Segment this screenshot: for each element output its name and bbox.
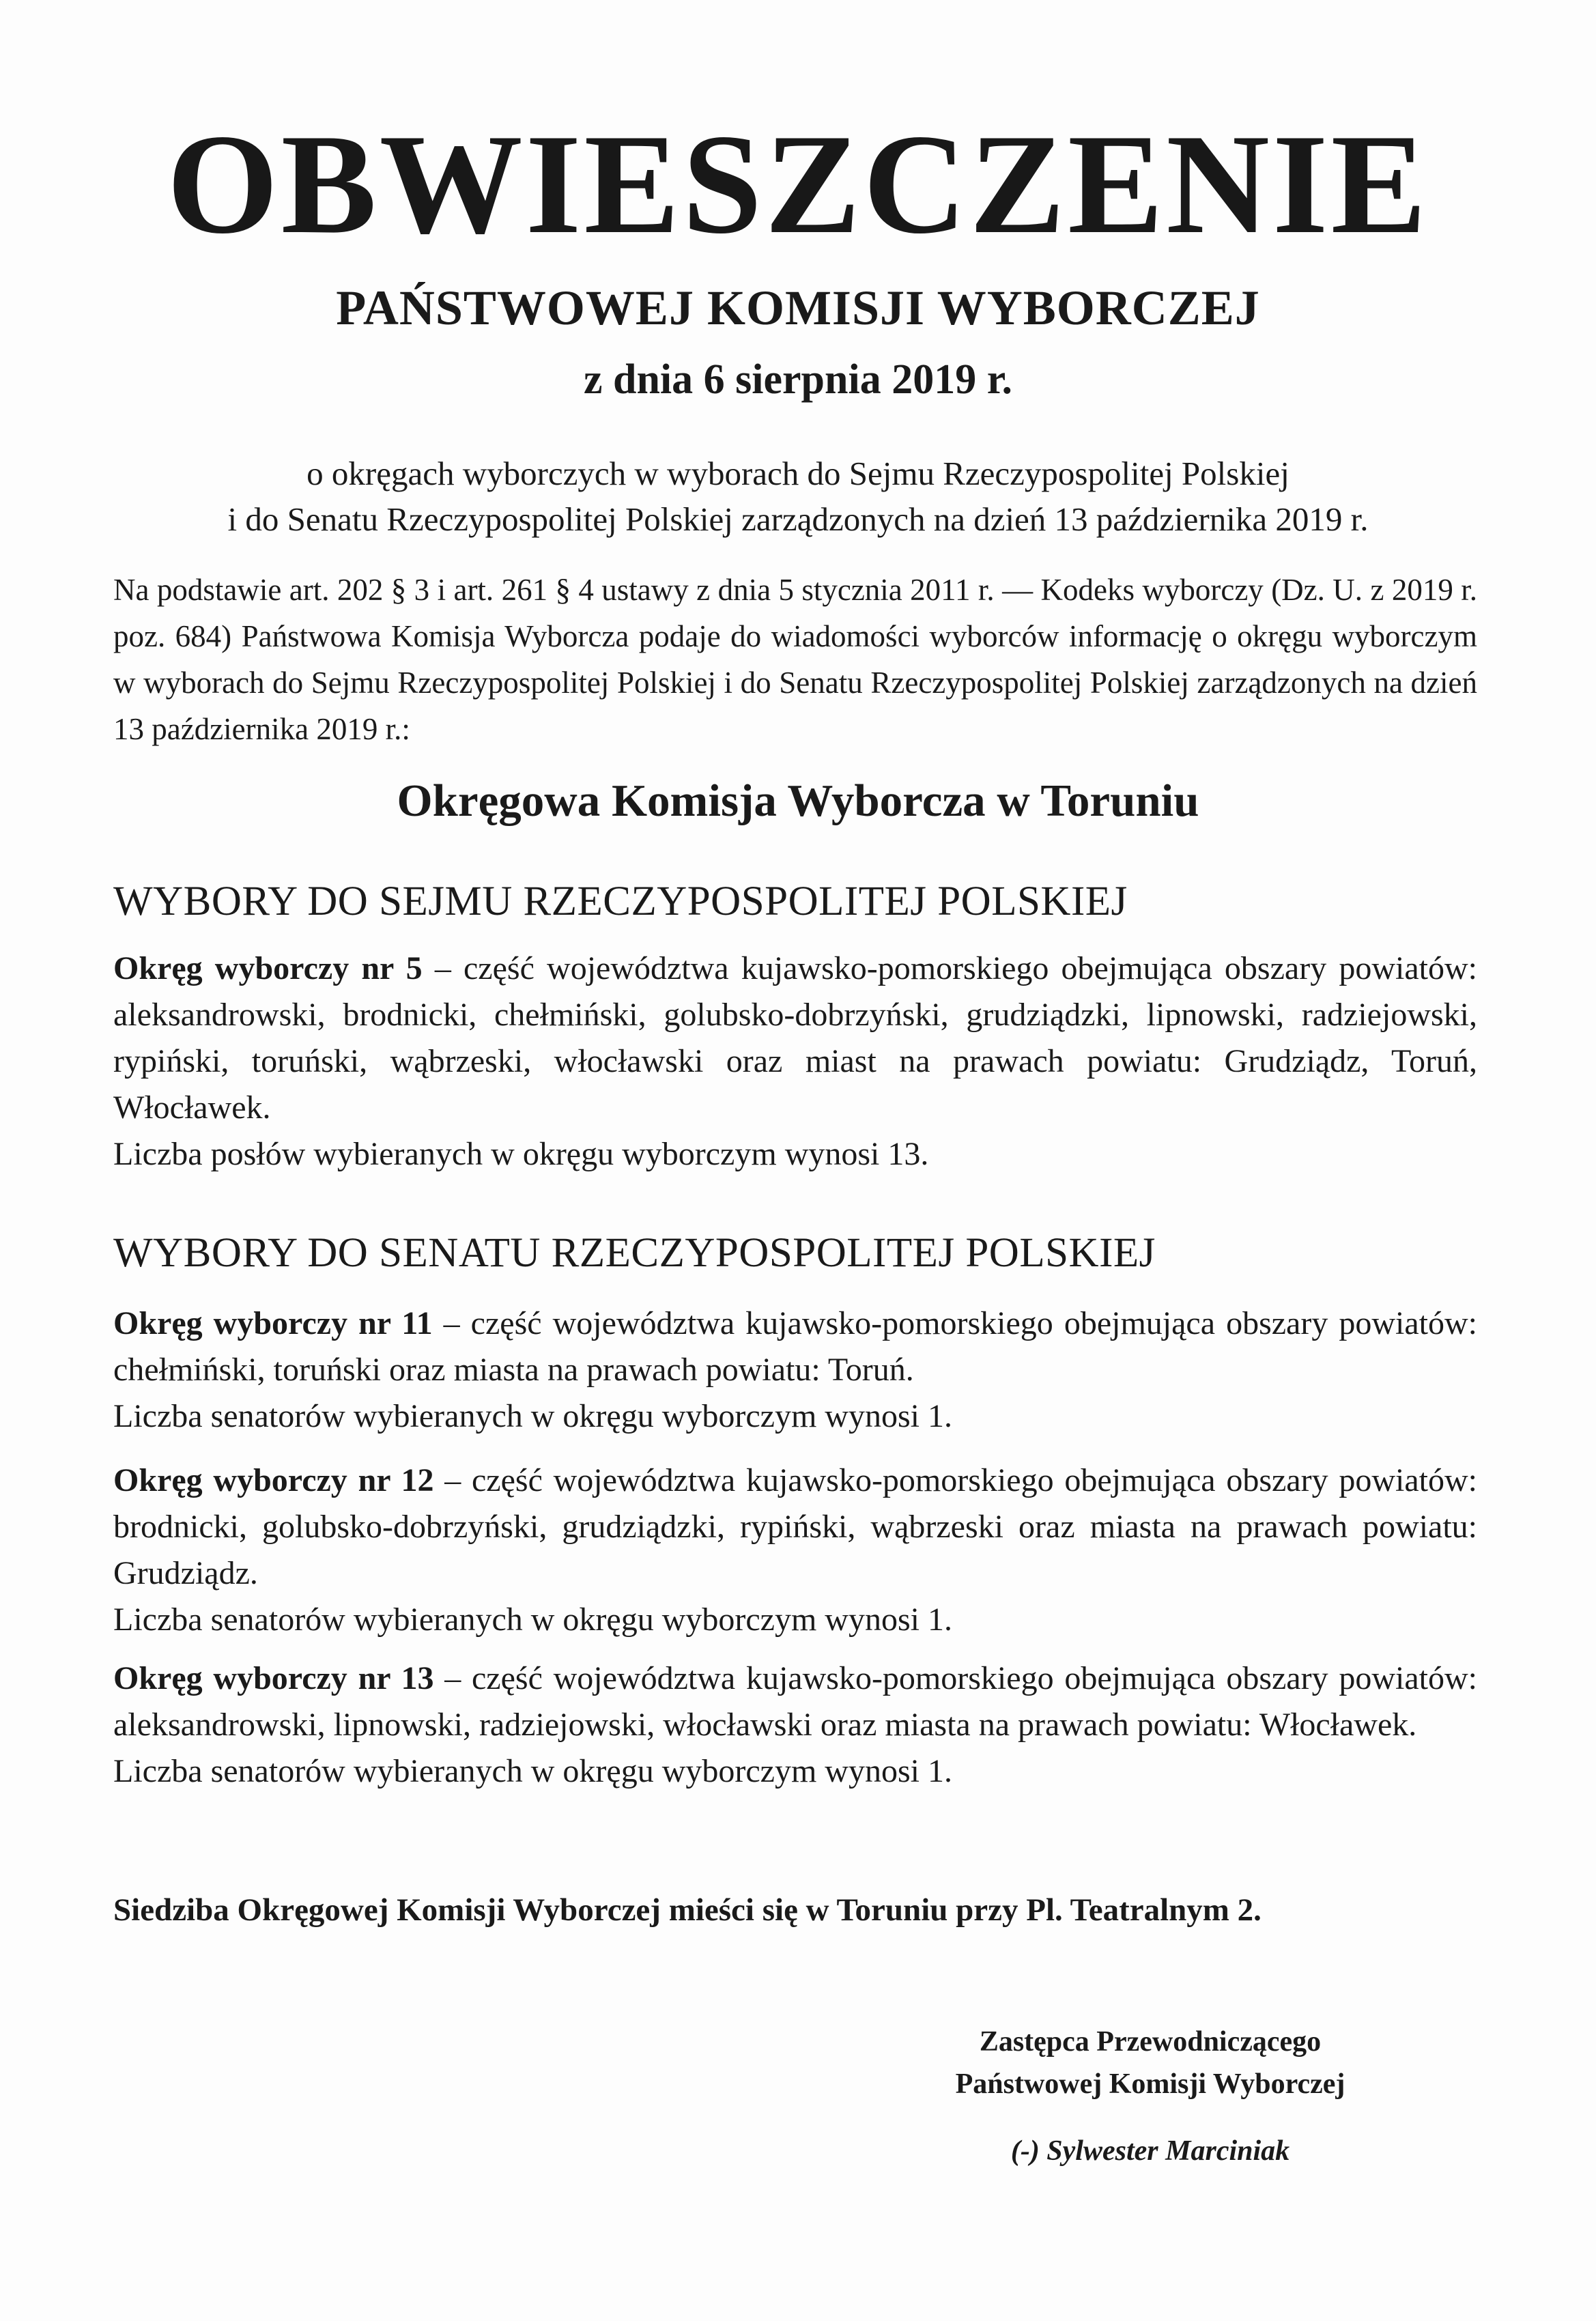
notice-subject: [0, 451, 1596, 542]
district-description: [113, 945, 1477, 1131]
signatory-name: (-) Sylwester Marciniak: [1010, 2135, 1290, 2167]
seats-count: Liczba senatorów wybieranych w okręgu wyborczym wynosi 1.: [113, 1398, 952, 1434]
sejm-district-paragraph: [113, 945, 1477, 1178]
district-label: Okręg wyborczy nr 11: [113, 1305, 433, 1341]
seats-count: Liczba senatorów wybieranych w okręgu wyborczym wynosi 1.: [113, 1753, 952, 1789]
district-label: Okręg wyborczy nr 5: [113, 950, 423, 986]
subject-line: i do Senatu Rzeczypospolitej Polskiej zarządzonych na dzień 13 października 2019 r.: [227, 500, 1369, 538]
district-description: [113, 1457, 1477, 1597]
district-text: – część województwa kujawsko-pomorskiego obejmująca obszary powiatów: aleksandrowski, lipnowski, radziejowski, włocławski oraz miasta na prawach powiatu: Włocławek.: [113, 1660, 1477, 1743]
legal-basis-paragraph: Na podstawie art. 202 § 3 i art. 261 § 4 ustawy z dnia 5 stycznia 2011 r. — Kodeks wyborczy (Dz. U. z 2019 r. poz. 684) Państwowa Komisja Wyborcza podaje do wiadomości wyborców informację o okręgu wyborczym w wyborach do Sejmu Rzeczypospolitej Polskiej i do Senatu Rzeczypospolitej Polskiej zarządzonych na dzień 13 października 2019 r.:: [113, 573, 1477, 746]
notice-heading: OBWIESZCZENIE: [167, 105, 1429, 264]
seats-count: Liczba senatorów wybieranych w okręgu wyborczym wynosi 1.: [113, 1601, 952, 1638]
headquarters-statement: Siedziba Okręgowej Komisji Wyborczej mieści się w Toruniu przy Pl. Teatralnym 2.: [113, 1892, 1262, 1928]
district-label: Okręg wyborczy nr 12: [113, 1462, 434, 1498]
district-text: – część województwa kujawsko-pomorskiego obejmująca obszary powiatów: chełmiński, toruński oraz miasta na prawach powiatu: Toruń.: [113, 1305, 1477, 1388]
issuer-title: PAŃSTWOWEJ KOMISJI WYBORCZEJ: [336, 281, 1260, 335]
senat-section-title: WYBORY DO SENATU RZECZYPOSPOLITEJ POLSKIEJ: [113, 1230, 1156, 1276]
district-label: Okręg wyborczy nr 13: [113, 1660, 434, 1696]
senat-district-paragraph: [113, 1457, 1477, 1643]
district-text: – część województwa kujawsko-pomorskiego obejmująca obszary powiatów: brodnicki, golubsko-dobrzyński, grudziądzki, rypiński, wąbrzeski oraz miasta na prawach powiatu: Grudziądz.: [113, 1462, 1477, 1591]
notice-date: z dnia 6 sierpnia 2019 r.: [583, 356, 1013, 403]
district-description: [113, 1655, 1477, 1748]
sejm-section-title: WYBORY DO SEJMU RZECZYPOSPOLITEJ POLSKIEJ: [113, 879, 1128, 924]
senat-district-paragraph: [113, 1655, 1477, 1795]
senat-district-paragraph: [113, 1300, 1477, 1440]
signatory-role-line: Państwowej Komisji Wyborczej: [955, 2068, 1345, 2100]
district-text: – część województwa kujawsko-pomorskiego obejmująca obszary powiatów: aleksandrowski, brodnicki, chełmiński, golubsko-dobrzyński, grudziądzki, lipnowski, radziejowski, rypiński, toruński, wąbrzeski, włocławski oraz miast na prawach powiatu: Grudziądz, Toruń, Włocławek.: [113, 950, 1477, 1126]
signatory-role-line: Zastępca Przewodniczącego: [979, 2026, 1322, 2057]
district-description: [113, 1300, 1477, 1393]
seats-count: Liczba posłów wybieranych w okręgu wyborczym wynosi 13.: [113, 1136, 929, 1172]
subject-line: o okręgach wyborczych w wyborach do Sejmu Rzeczypospolitej Polskiej: [307, 455, 1289, 492]
committee-name: Okręgowa Komisja Wyborcza w Toruniu: [397, 775, 1199, 826]
signatory-role: [901, 2021, 1399, 2105]
